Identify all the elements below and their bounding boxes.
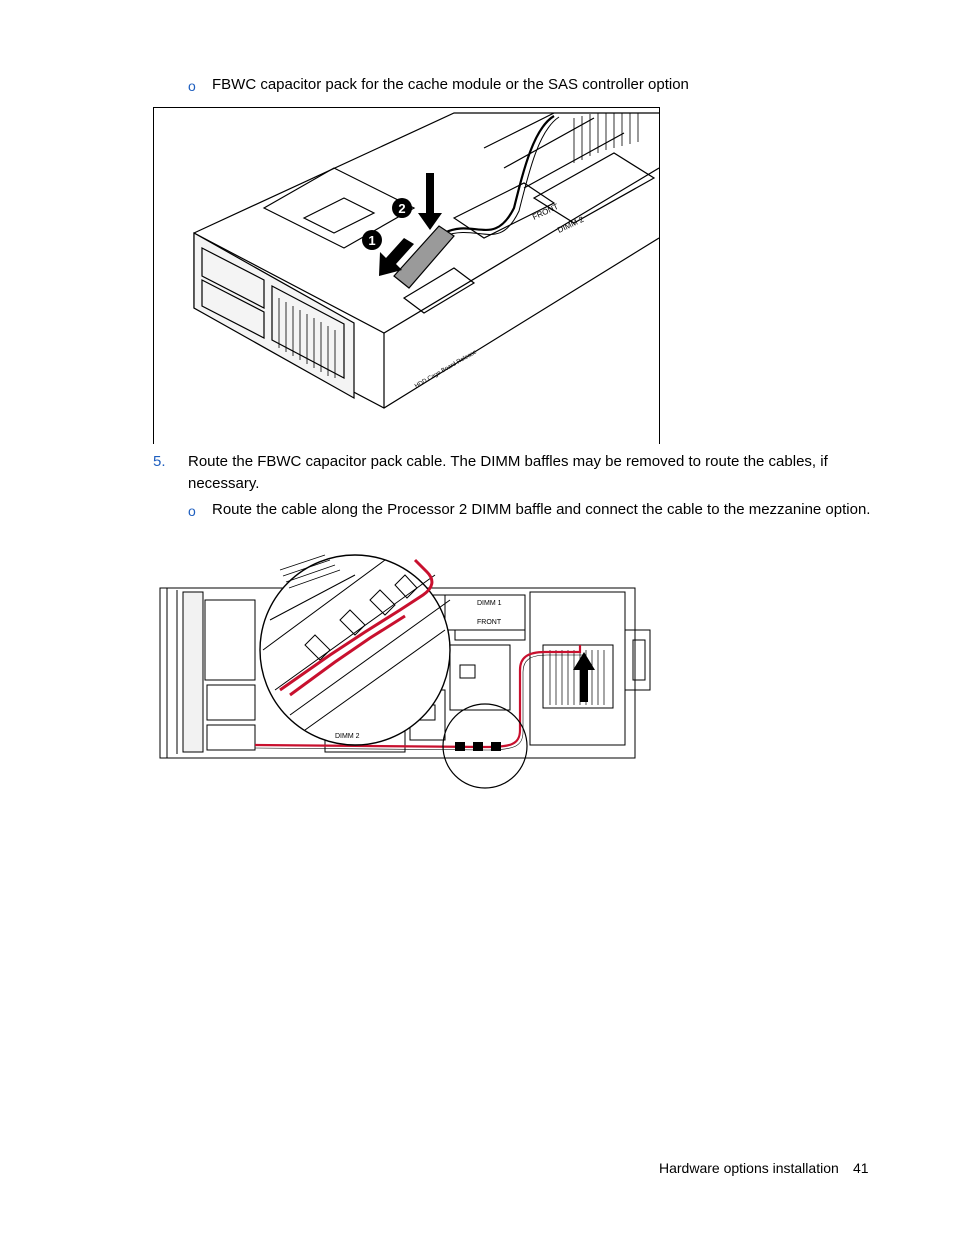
label-front: FRONT [477,619,502,626]
step-number: 5. [153,453,166,470]
label-hdd-cage: HDD Cage Board Release [414,349,478,390]
bullet-fbwc-capacitor-pack: FBWC capacitor pack for the cache module or the SAS controller option [212,76,689,93]
label-front: FRONT [531,202,560,222]
step-text-line1: Route the FBWC capacitor pack cable. The DIMM baffles may be removed to route the cables, if [188,453,828,470]
label-dimm2: DIMM 2 [335,733,360,740]
label-dimm1: DIMM 1 [477,600,502,607]
figure-fbwc-capacitor-install [153,107,660,444]
step-text-line2: necessary. [188,475,260,492]
figure-cable-routing [155,540,665,792]
cable-routing-illustration [155,540,665,792]
sub-bullet-marker: o [188,503,196,519]
label-dimm2: DIMM 2 [556,214,586,235]
footer-section-title: Hardware options installation [659,1160,839,1176]
fbwc-install-illustration [154,108,659,444]
callout-1-label: 1 [368,233,376,248]
callout-2-label: 2 [398,201,406,216]
footer-page-number: 41 [853,1160,869,1176]
bullet-route-cable: Route the cable along the Processor 2 DIMM baffle and connect the cable to the mezzanine option. [212,501,871,518]
sub-bullet-marker: o [188,78,196,94]
